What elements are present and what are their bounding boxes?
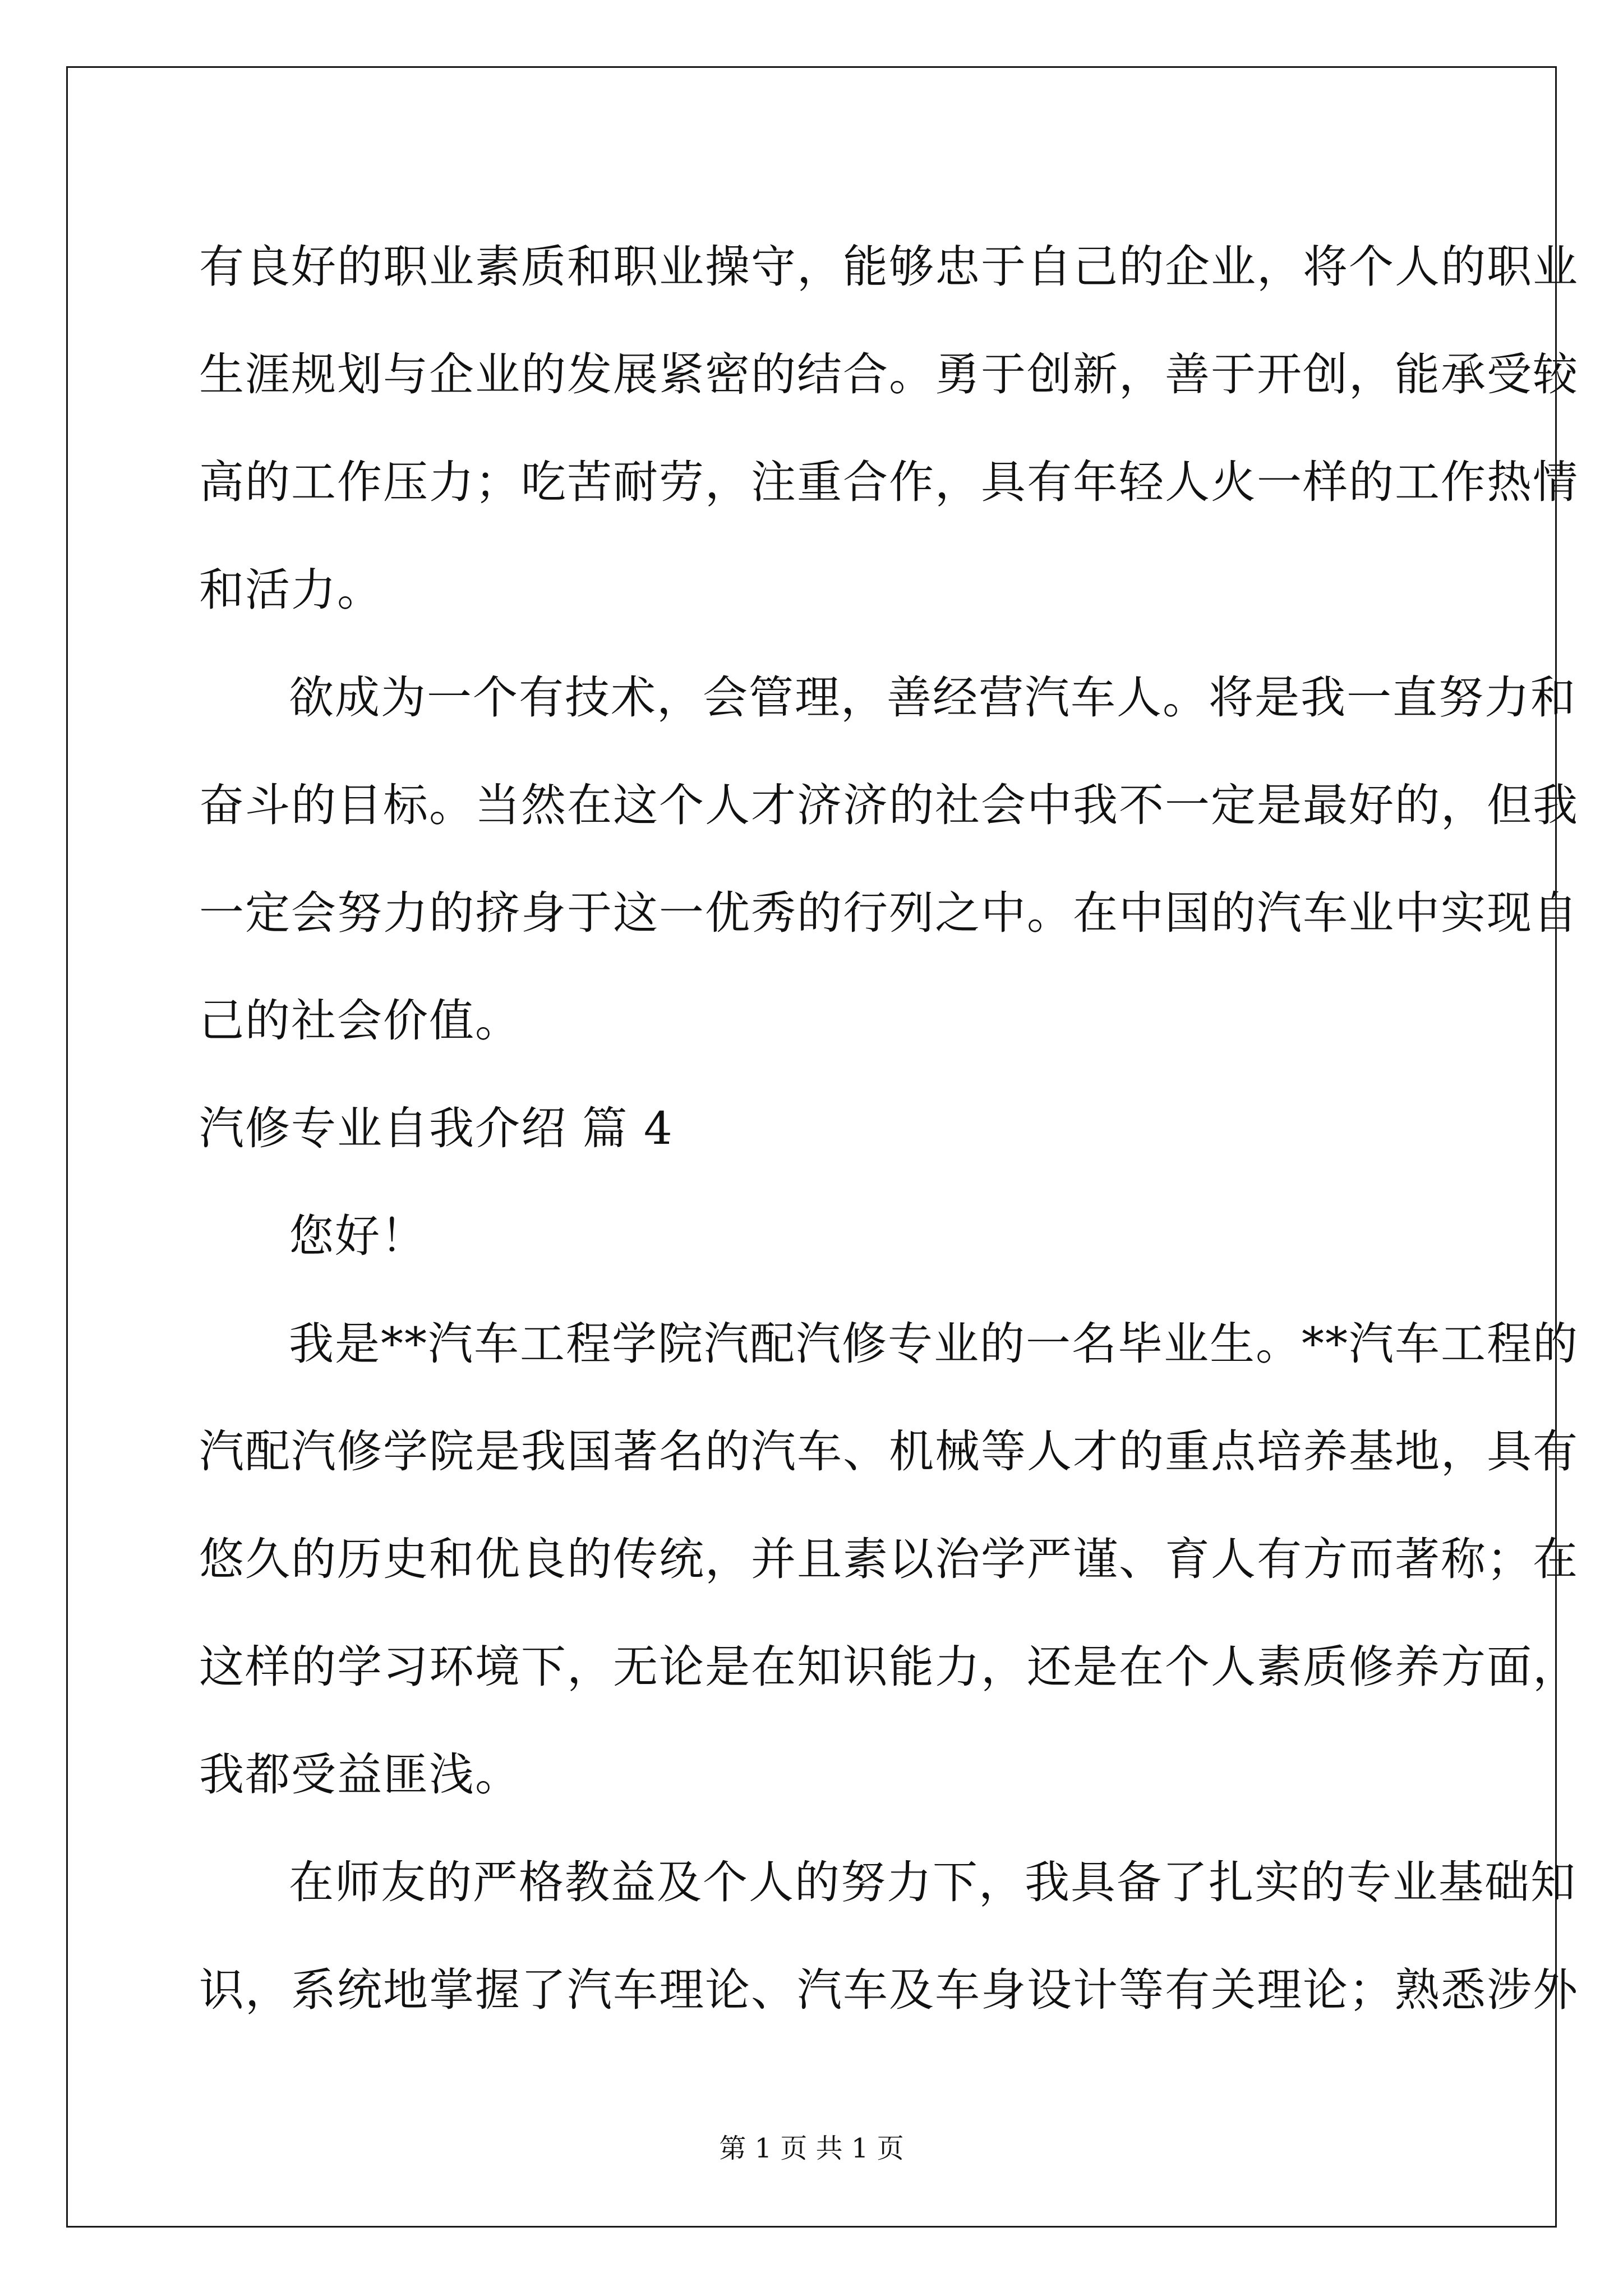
text-line: 高的工作压力；吃苦耐劳，注重合作，具有年轻人火一样的工作热情: [199, 456, 1579, 508]
text-line: 悠久的历史和优良的传统，并且素以治学严谨、育人有方而著称；在: [199, 1533, 1579, 1585]
text-line: 和活力。: [199, 564, 383, 616]
text-line: 识，系统地掌握了汽车理论、汽车及车身设计等有关理论；熟悉涉外: [199, 1964, 1579, 2016]
text-line: 有良好的职业素质和职业操守，能够忠于自己的企业，将个人的职业: [199, 241, 1579, 293]
text-line: 在师友的严格教益及个人的努力下，我具备了扎实的专业基础知: [289, 1856, 1576, 1908]
page-footer: 第 1 页 共 1 页: [719, 2133, 904, 2164]
text-line: 奋斗的目标。当然在这个人才济济的社会中我不一定是最好的，但我: [199, 779, 1579, 831]
greeting-line: 您好！: [289, 1210, 427, 1262]
text-line: 生涯规划与企业的发展紧密的结合。勇于创新，善于开创，能承受较: [199, 348, 1579, 401]
text-line: 我是**汽车工程学院汽配汽修专业的一名毕业生。**汽车工程的: [289, 1318, 1579, 1370]
text-line: 这样的学习环境下，无论是在知识能力，还是在个人素质修养方面，: [199, 1641, 1579, 1693]
text-line: 己的社会价值。: [199, 995, 521, 1047]
text-line: 欲成为一个有技术，会管理，善经营汽车人。将是我一直努力和: [289, 671, 1576, 724]
document-body: [199, 213, 1579, 2044]
text-line: 我都受益匪浅。: [199, 1749, 521, 1801]
text-line: 汽配汽修学院是我国著名的汽车、机械等人才的重点培养基地，具有: [199, 1425, 1579, 1478]
section-heading: 汽修专业自我介绍 篇 4: [199, 1102, 674, 1154]
text-line: 一定会努力的挤身于这一优秀的行列之中。在中国的汽车业中实现自: [199, 887, 1579, 939]
